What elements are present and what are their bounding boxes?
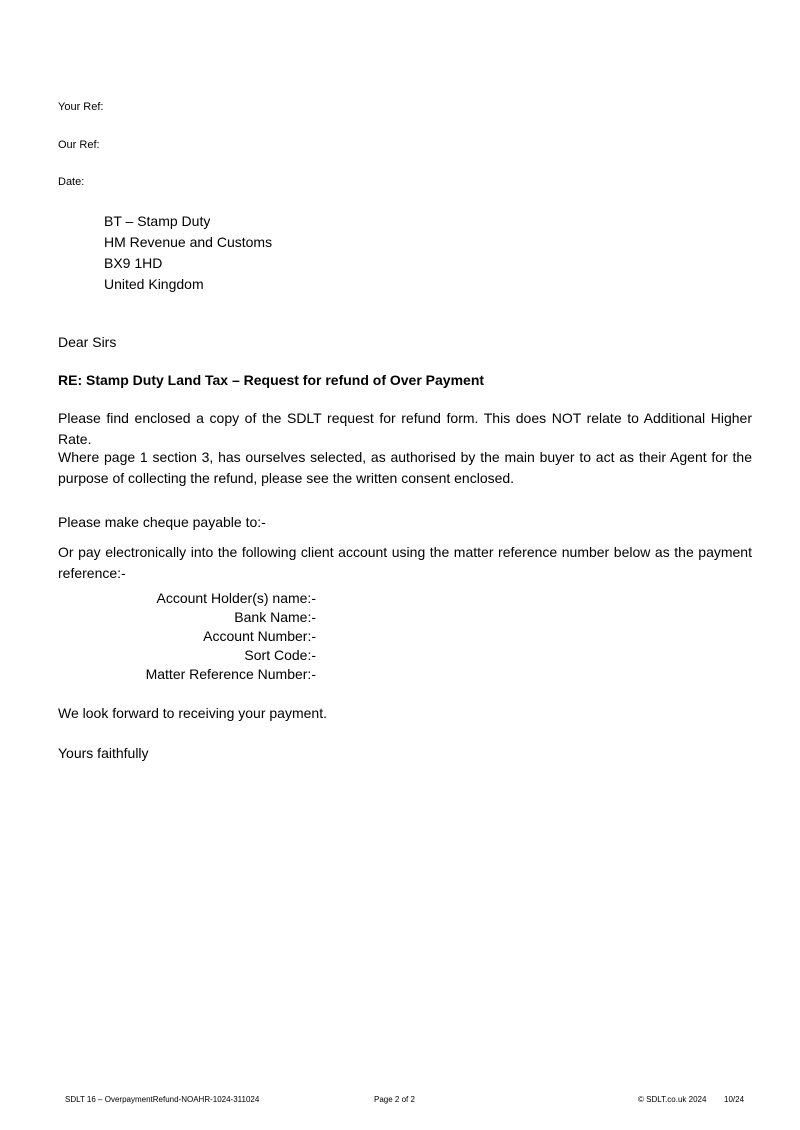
subject-line: RE: Stamp Duty Land Tax – Request for refund of Over Payment bbox=[58, 372, 485, 388]
bank-detail-label: Bank Name:- bbox=[234, 609, 316, 625]
recipient-address bbox=[104, 211, 272, 295]
enclosed-paragraph: Please find enclosed a copy of the SDLT request for refund form. This does NOT relate to Additional Higher Rate. bbox=[58, 410, 752, 447]
address-line: BX9 1HD bbox=[104, 255, 163, 271]
footer-copyright: © SDLT.co.uk 2024 bbox=[638, 1095, 707, 1104]
address-line: United Kingdom bbox=[104, 276, 204, 292]
agent-paragraph: Where page 1 section 3, has ourselves selected, as authorised by the main buyer to act as their Agent for the purpose of collecting the refund, please see the written consent enclosed. bbox=[58, 449, 752, 486]
footer-page-number: Page 2 of 2 bbox=[374, 1095, 415, 1104]
closing: Yours faithfully bbox=[58, 745, 149, 761]
bank-detail-label: Account Holder(s) name:- bbox=[156, 590, 316, 606]
footer-doc-id: SDLT 16 – OverpaymentRefund-NOAHR-1024-311024 bbox=[65, 1095, 260, 1104]
footer-version: 10/24 bbox=[724, 1095, 745, 1104]
bank-detail-label: Account Number:- bbox=[203, 628, 316, 644]
address-line: BT – Stamp Duty bbox=[104, 213, 211, 229]
salutation: Dear Sirs bbox=[58, 334, 117, 350]
bank-detail-label: Sort Code:- bbox=[244, 647, 316, 663]
electronic-payment-paragraph: Or pay electronically into the following client account using the matter reference number below as the payment reference:- bbox=[58, 544, 752, 581]
our-ref-label: Our Ref: bbox=[58, 139, 100, 151]
cheque-paragraph: Please make cheque payable to:- bbox=[58, 514, 266, 530]
date-label: Date: bbox=[58, 176, 85, 188]
address-line: HM Revenue and Customs bbox=[104, 234, 273, 250]
payment-paragraph: We look forward to receiving your payment. bbox=[58, 705, 327, 721]
your-ref-label: Your Ref: bbox=[58, 101, 104, 113]
bank-detail-label: Matter Reference Number:- bbox=[145, 666, 316, 682]
bank-details-list bbox=[58, 589, 316, 684]
